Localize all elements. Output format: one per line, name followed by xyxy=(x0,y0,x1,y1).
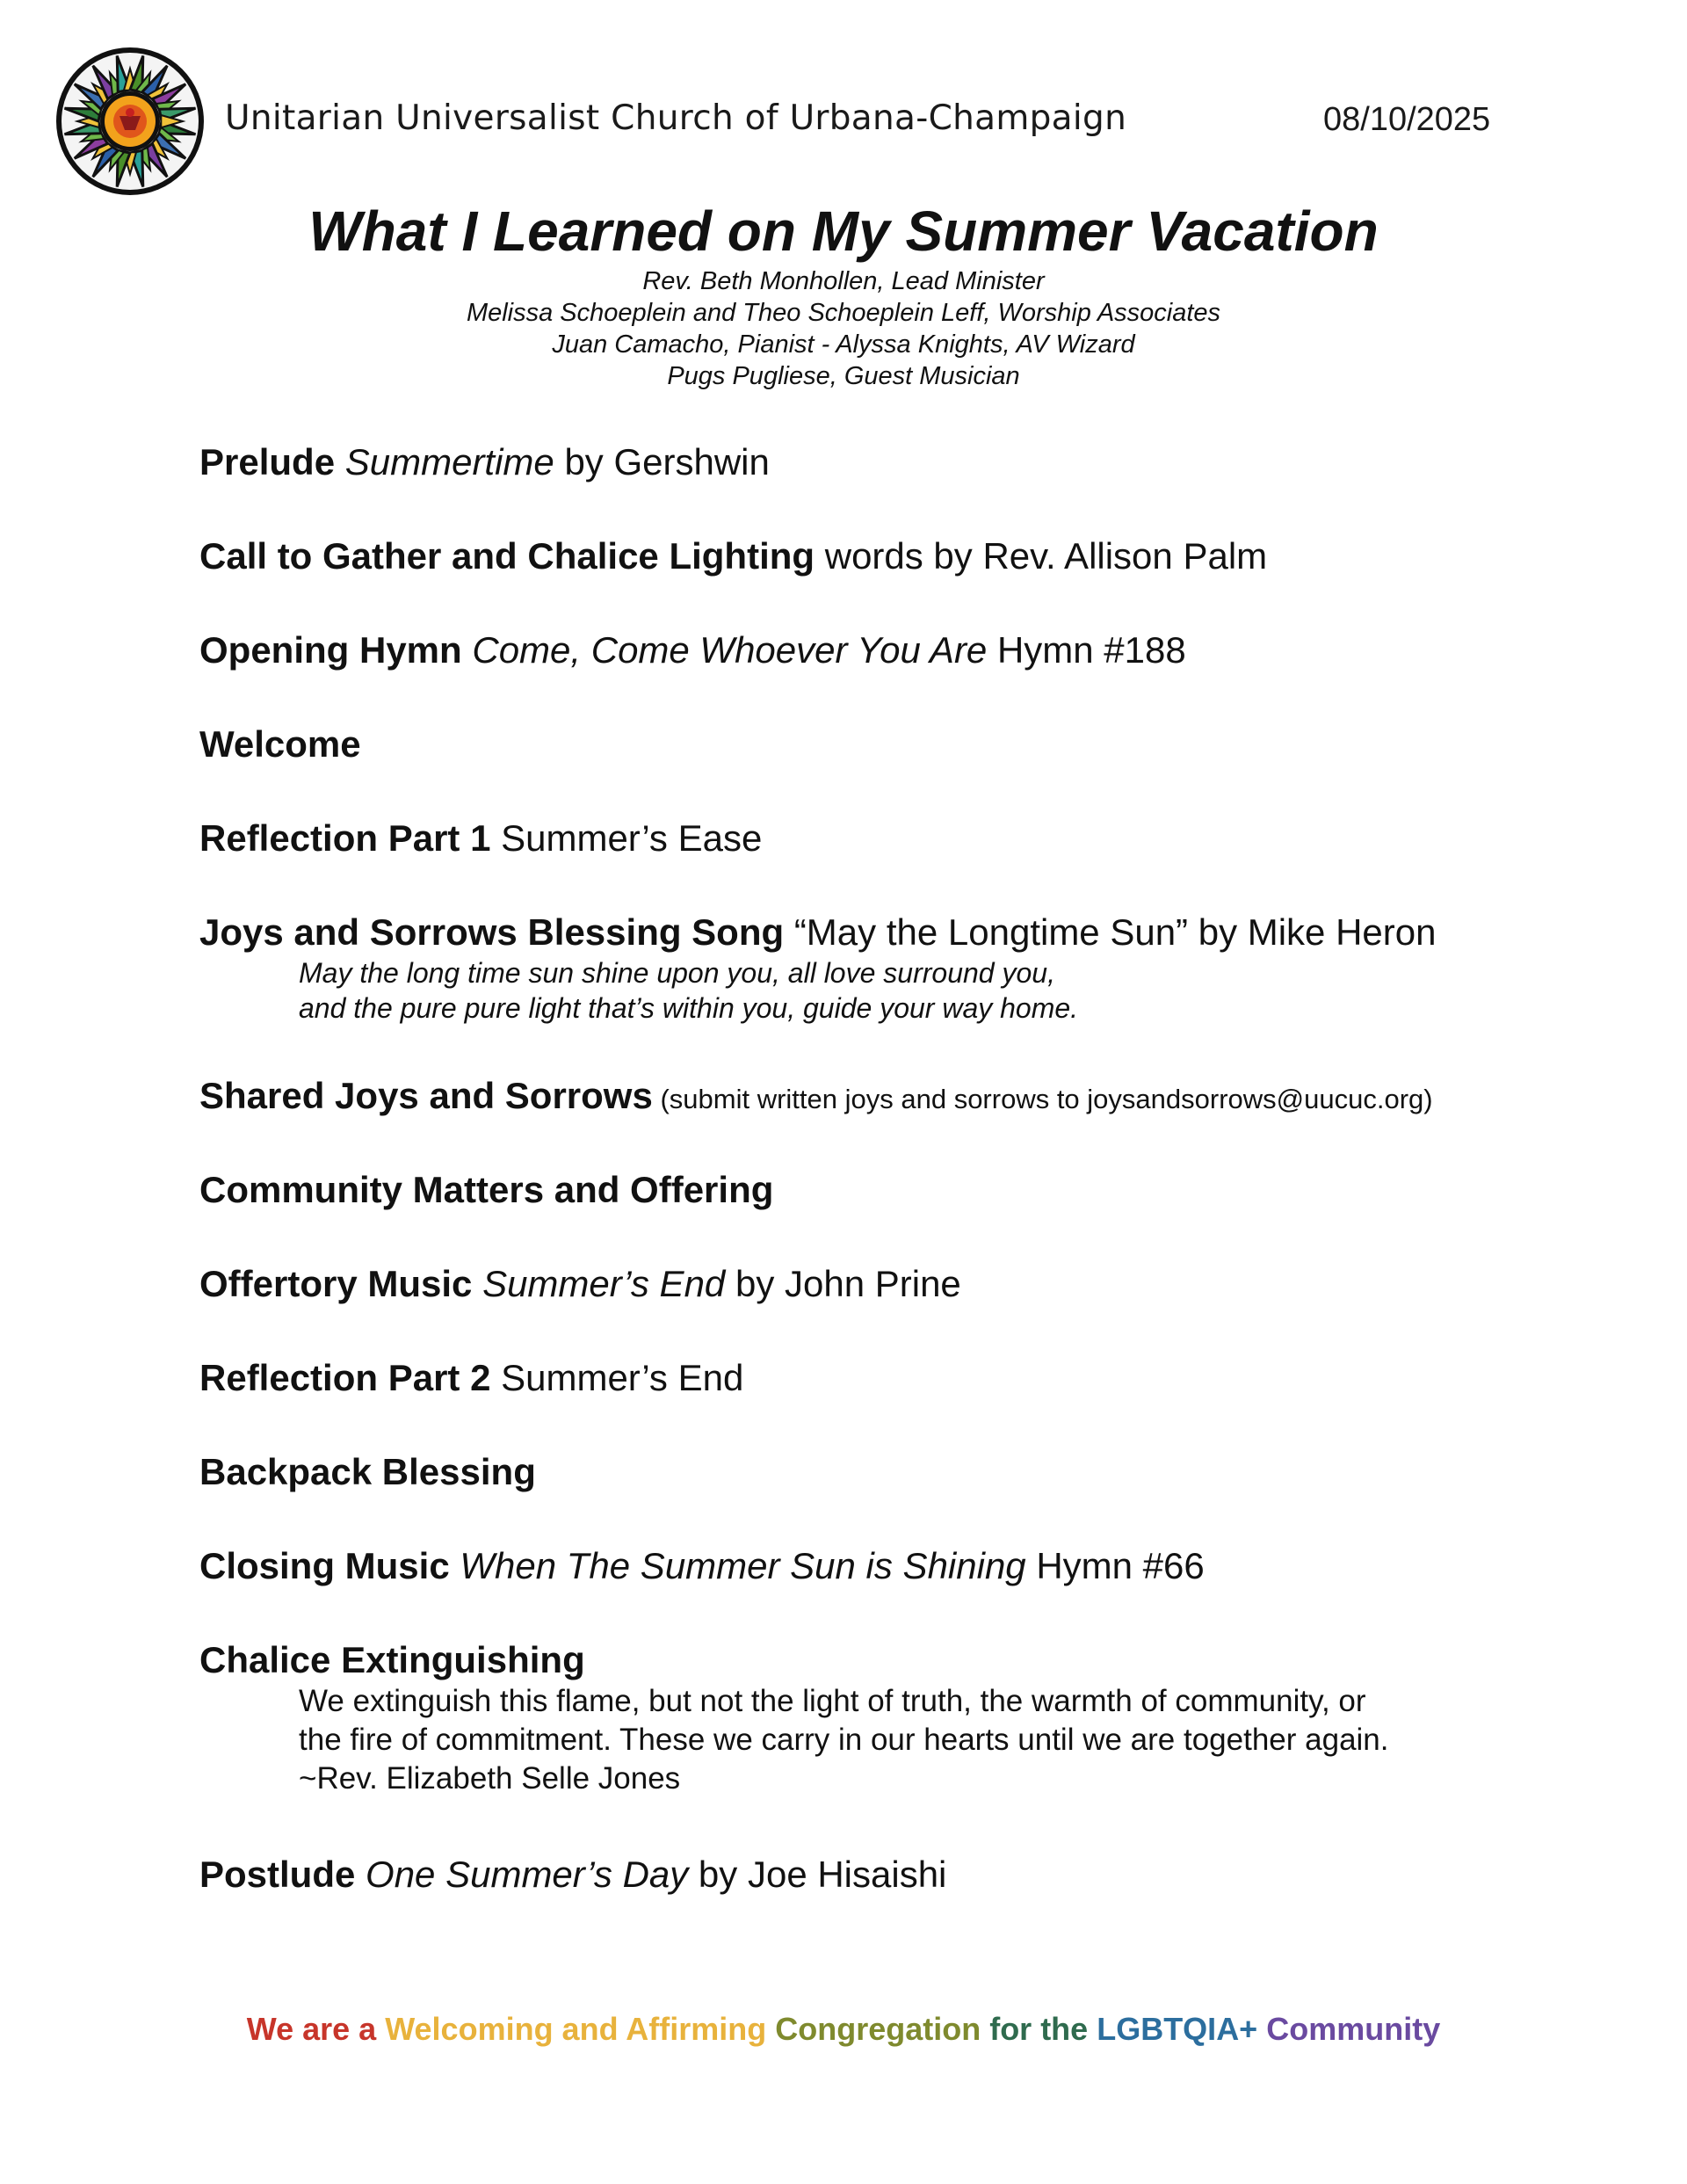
banner-word: Community xyxy=(1266,2011,1441,2047)
item-work: One Summer’s Day xyxy=(366,1854,689,1895)
item-offertory xyxy=(199,1261,961,1307)
item-call-to-gather xyxy=(199,533,1267,579)
extinguishing-words xyxy=(299,1682,1389,1798)
item-detail: Summer’s Ease xyxy=(490,817,763,859)
item-detail: words by Rev. Allison Palm xyxy=(815,535,1268,577)
item-label: Call to Gather and Chalice Lighting xyxy=(199,535,815,577)
item-note: (submit written joys and sorrows to joysandsorrows@uucuc.org) xyxy=(652,1084,1433,1114)
item-label: Reflection Part 1 xyxy=(199,817,491,859)
item-label: Reflection Part 2 xyxy=(199,1357,491,1398)
item-shared-joys xyxy=(199,1073,1433,1122)
item-joys-blessing-song xyxy=(199,910,1436,955)
item-detail: Hymn #66 xyxy=(1025,1545,1205,1586)
church-name: Unitarian Universalist Church of Urbana-Champaign xyxy=(225,98,1127,138)
service-date: 08/10/2025 xyxy=(1323,101,1491,138)
banner-word: Welcoming and Affirming xyxy=(385,2011,776,2047)
banner-word: for the xyxy=(989,2011,1097,2047)
service-credits xyxy=(0,265,1687,392)
words-line: the fire of commitment. These we carry in our hearts until we are together again. xyxy=(299,1723,1389,1757)
item-work: When The Summer Sun is Shining xyxy=(460,1545,1026,1586)
item-backpack-blessing xyxy=(199,1449,536,1495)
banner-word: LGBTQIA+ xyxy=(1097,2011,1267,2047)
words-line: ~Rev. Elizabeth Selle Jones xyxy=(299,1761,681,1796)
item-label: Welcome xyxy=(199,723,361,765)
item-detail: “May the Longtime Sun” by Mike Heron xyxy=(784,911,1437,953)
lyric-line: and the pure pure light that’s within you, guide your way home. xyxy=(299,992,1079,1024)
item-label: Closing Music xyxy=(199,1545,450,1586)
welcoming-congregation-banner xyxy=(0,2011,1687,2048)
service-title: What I Learned on My Summer Vacation xyxy=(308,200,1379,263)
item-work: Come, Come Whoever You Are xyxy=(472,629,988,671)
banner-word: Congregation xyxy=(775,2011,990,2047)
item-opening-hymn xyxy=(199,628,1186,673)
item-label: Postlude xyxy=(199,1854,356,1895)
item-label: Prelude xyxy=(199,441,336,483)
item-label: Joys and Sorrows Blessing Song xyxy=(199,911,785,953)
item-label: Chalice Extinguishing xyxy=(199,1639,585,1680)
item-label: Shared Joys and Sorrows xyxy=(199,1075,653,1116)
item-reflection-2 xyxy=(199,1355,743,1401)
words-line: We extinguish this flame, but not the light of truth, the warmth of community, or xyxy=(299,1684,1366,1718)
credit-line: Rev. Beth Monhollen, Lead Minister xyxy=(642,267,1045,295)
credit-line: Pugs Pugliese, Guest Musician xyxy=(667,362,1020,390)
item-work: Summertime xyxy=(344,441,554,483)
item-label: Offertory Music xyxy=(199,1263,473,1304)
item-detail: by Gershwin xyxy=(554,441,770,483)
item-prelude xyxy=(199,439,770,485)
song-lyrics xyxy=(299,955,1078,1026)
item-detail: Hymn #188 xyxy=(987,629,1186,671)
banner-word: We are a xyxy=(246,2011,386,2047)
credit-line: Melissa Schoeplein and Theo Schoeplein Leff, Worship Associates xyxy=(466,299,1221,327)
item-community-matters xyxy=(199,1167,773,1213)
stained-glass-chalice-logo-icon xyxy=(54,46,206,197)
item-reflection-1 xyxy=(199,816,762,861)
lyric-line: May the long time sun shine upon you, all love surround you, xyxy=(299,957,1055,989)
item-label: Community Matters and Offering xyxy=(199,1169,774,1210)
item-welcome xyxy=(199,722,361,767)
item-postlude xyxy=(199,1852,946,1897)
item-detail: by John Prine xyxy=(725,1263,961,1304)
item-detail: by Joe Hisaishi xyxy=(688,1854,947,1895)
item-work: Summer’s End xyxy=(482,1263,726,1304)
item-label: Opening Hymn xyxy=(199,629,462,671)
credit-line: Juan Camacho, Pianist - Alyssa Knights, AV Wizard xyxy=(552,330,1135,359)
item-label: Backpack Blessing xyxy=(199,1451,536,1492)
item-closing-music xyxy=(199,1543,1205,1589)
item-detail: Summer’s End xyxy=(490,1357,744,1398)
item-chalice-extinguishing xyxy=(199,1637,585,1683)
